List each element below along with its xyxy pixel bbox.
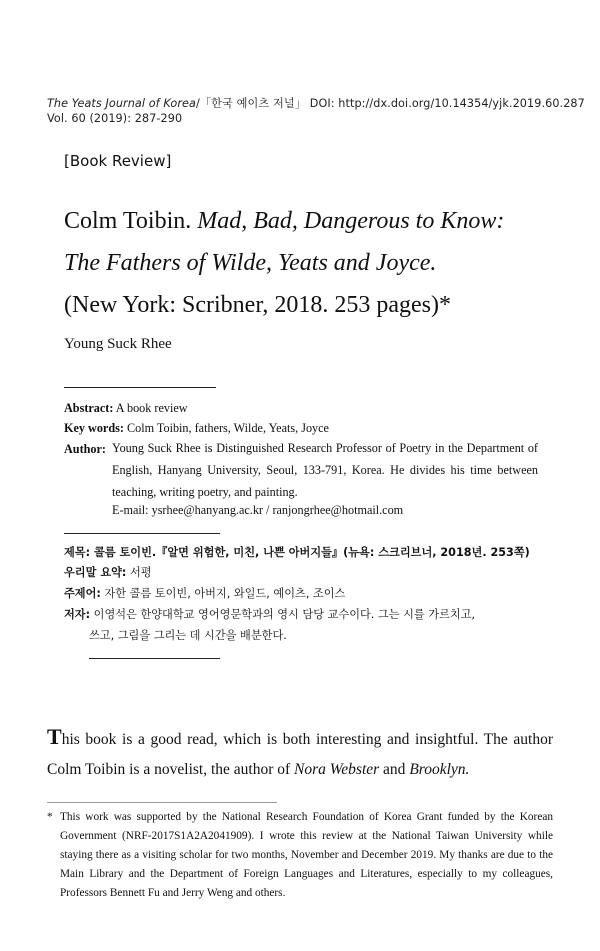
author-label bbox=[64, 439, 106, 459]
author-name: Young Suck Rhee bbox=[64, 336, 172, 352]
title-author: Colm Toibin. bbox=[64, 208, 198, 234]
title-book-line2: The Fathers of Wilde, Yeats and Joyce. bbox=[64, 250, 437, 276]
keywords-text: Colm Toibin, fathers, Wilde, Yeats, Joyce bbox=[123, 421, 329, 435]
korean-summary-text: 서평 bbox=[126, 566, 152, 579]
footnote-text: This work was supported by the National Research Foundation of Korea Grant funded by the Korean Government (NRF-2017S1A2A2041909). I wrote this review at the National Taiwan University while staying there as a visiting scholar for two months, November and December 2019. My thanks are due to the Main Library and the Department of Foreign Languages and Literatures, especially to my colleagues, Professors Bennett Fu and Jerry Weng and others. bbox=[60, 811, 553, 899]
drop-cap: T bbox=[47, 724, 62, 749]
title-book-line1: Mad, Bad, Dangerous to Know: bbox=[197, 208, 505, 234]
korean-title bbox=[64, 543, 530, 563]
abstract bbox=[64, 398, 188, 418]
article-title bbox=[64, 200, 584, 326]
body-text: his book is a good read, which is both interesting and insightful. The author Colm Toibin is a novelist, the author of bbox=[47, 731, 553, 778]
body-text-and: and bbox=[379, 761, 410, 778]
divider bbox=[64, 533, 220, 534]
journal-title: The Yeats Journal of Korea bbox=[47, 97, 196, 110]
volume-info: Vol. 60 (2019): 287-290 bbox=[47, 112, 183, 125]
footnote-divider bbox=[47, 802, 277, 803]
body-paragraph bbox=[47, 722, 553, 785]
section-label: [Book Review] bbox=[64, 152, 172, 170]
doi-link[interactable]: DOI: http://dx.doi.org/10.14354/yjk.2019.60.287 bbox=[306, 97, 585, 110]
journal-header bbox=[47, 95, 585, 111]
author-bio: Young Suck Rhee is Distinguished Research Professor of Poetry in the Department of English, Hanyang University, Seoul, 133-791, Korea. He divides his time between teaching, writing poetry, and painting. bbox=[112, 441, 538, 499]
journal-title-korean: /「한국 예이츠 저널」 bbox=[195, 97, 307, 110]
title-publication: (New York: Scribner, 2018. 253 pages)* bbox=[64, 292, 451, 318]
korean-author-label: 저자: bbox=[64, 608, 91, 621]
book-title-nora-webster: Nora Webster bbox=[294, 761, 380, 778]
korean-keywords bbox=[64, 584, 345, 604]
korean-title-text: 『알면 위험한, 미친, 나쁜 아버지들』(뉴욕: 스크리브너, 2018년. 253쪽) bbox=[156, 546, 530, 559]
korean-author-line2: 쓰고, 그림을 그리는 데 시간을 배분한다. bbox=[89, 629, 287, 642]
divider bbox=[89, 658, 220, 659]
korean-keywords-label: 주제어: bbox=[64, 587, 101, 600]
abstract-text: A book review bbox=[113, 401, 188, 415]
author-label-text: Author: bbox=[64, 442, 106, 456]
korean-title-label: 제목: 콜름 토이빈. bbox=[64, 546, 157, 559]
footnote-mark: * bbox=[47, 811, 53, 823]
author-email[interactable]: E-mail: ysrhee@hanyang.ac.kr / ranjongrhee@hotmail.com bbox=[112, 503, 404, 517]
abstract-label: Abstract: bbox=[64, 401, 114, 415]
divider bbox=[64, 387, 216, 388]
keywords-label: Key words: bbox=[64, 421, 124, 435]
footnote bbox=[47, 808, 553, 903]
keywords bbox=[64, 418, 329, 438]
korean-summary-label: 우리말 요약: bbox=[64, 566, 127, 579]
korean-summary bbox=[64, 563, 152, 583]
korean-author-line1: 이영석은 한양대학교 영어영문학과의 영시 담당 교수이다. 그는 시를 가르치고, bbox=[90, 608, 476, 621]
korean-keywords-text: 자한 콜름 토이빈, 아버지, 와일드, 예이츠, 조이스 bbox=[100, 587, 346, 600]
book-title-brooklyn: Brooklyn. bbox=[409, 761, 470, 778]
korean-author bbox=[64, 605, 475, 625]
